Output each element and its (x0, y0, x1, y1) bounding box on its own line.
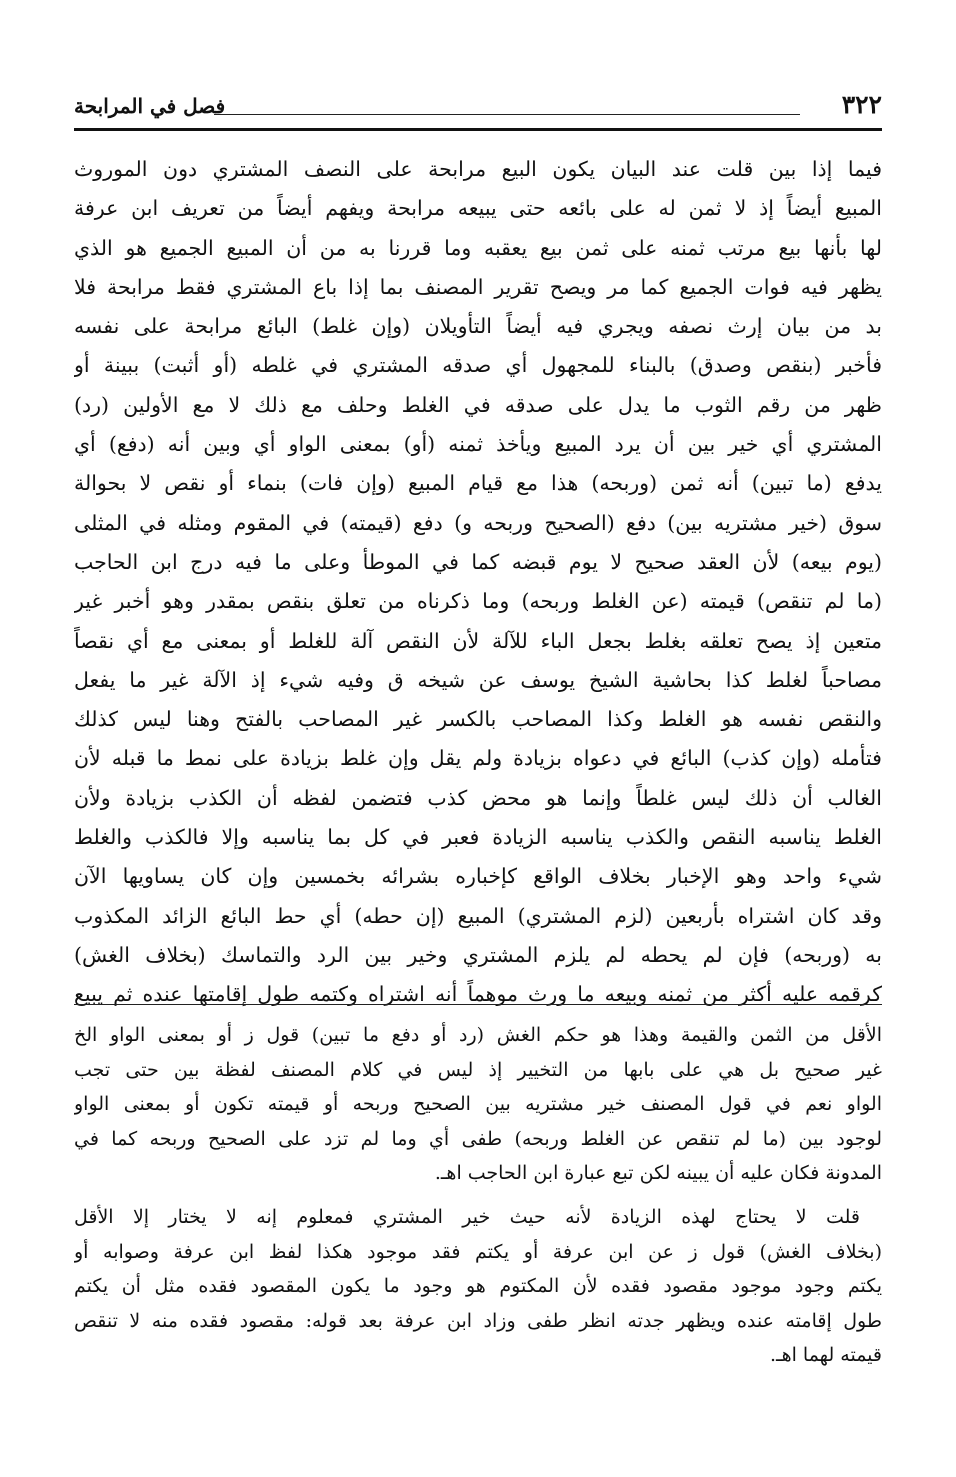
text-line: شيء واحد وهو الإخبار بخلاف الواقع كإخباره بشرائه بخمسين وإن كان يساويها الآن (74, 864, 882, 889)
text-line: وقد كان اشتراه بأربعين (لزم المشتري) المبيع (إن حطه) أي حط البائع الزائد المكذوب (74, 903, 882, 928)
text-line: لها بأنها بيع مرتب ثمنه على ثمن بيع يعقبه وما قررنا به من أن المبيع الجميع هو الذي (74, 235, 882, 260)
text-line: المبيع أيضاً إذ لا ثمن له على بائعه حتى يبيعه مرابحة ويفهم أيضاً من تعريف ابن عرفة (74, 196, 882, 221)
header-rule-thin (214, 114, 800, 115)
text-line: سوق (خير مشتريه بين) دفع (الصحيح وربحه و) دفع (قيمته) في المقوم ومثله في المثلى (74, 510, 882, 535)
text-line: الغالب أن ذلك ليس غلطاً وإنما هو محض كذب فتضمن لفظه أن الكذب بزيادة ولأن (74, 785, 882, 810)
text-line: فتأمله (وإن كذب) البائع في دعواه بزيادة ولم يقل وإن غلط بزيادة على نمط ما قبله لأن (74, 746, 882, 771)
text-line: ظهر من رقم الثوب ما يدل على صدقه في الغلط وحلف مع ذلك لا مع الأولين (رد) (74, 392, 882, 417)
footnote-line: يكتم وجود موجود مقصود فقده لأن المكتوم هو وجود ما يكون المقصود فقده مثل أن يكتم (74, 1275, 882, 1298)
text-line: مصاحباً لغلط كذا بحاشية الشيخ يوسف عن شيخه ق وفيه شيء إذ الآلة غير ما يفعل (74, 667, 882, 692)
text-line: كرقمه عليه أكثر من ثمنه وبيعه ما ورث موهماً أنه اشتراه وكتمه طول إقامتها عنده ثم يبيع (74, 982, 882, 1007)
footnote-paragraph (74, 1018, 882, 1191)
footnote-line: قلت لا يحتاج لهذه الزيادة لأنه حيث خير المشتري فمعلوم إنه لا يختار إلا الأقل (74, 1205, 860, 1228)
page-number: ٣٢٢ (841, 90, 882, 119)
footnote-line: الأقل من الثمن والقيمة وهذا هو حكم الغش (رد أو دفع ما تبين) قول ز أو بمعنى الواو الخ (74, 1024, 882, 1046)
footnote-paragraph (74, 1200, 882, 1373)
footnote-line: قيمته لهما اهـ. (769, 1344, 882, 1367)
page-header (74, 90, 882, 130)
footnote-line: (بخلاف الغش) قول ز عن ابن عرفة أو يكتم فقد موجود هكذا لفظ ابن عرفة وصوابه أو (74, 1240, 882, 1263)
text-line: يظهر فيه فوات الجميع كما مر ويصح تقرير المصنف بما إذا باع المشتري فقط مرابحة فلا (74, 274, 882, 299)
text-line: (يوم بيعه) لأن العقد صحيح لا يوم قبضه كما في الموطأ وعلى ما فيه درج ابن الحاجب (74, 549, 882, 574)
text-line: والنقص نفسه هو الغلط وكذا المصاحب بالكسر غير المصاحب بالفتح وهنا ليس كذلك (74, 707, 882, 732)
footnotes (74, 1018, 882, 1373)
text-line: المشتري أي خير بين أن يرد المبيع ويأخذ ثمنه (أو) بمعنى الواو أي وبين أنه (دفع) أي (74, 432, 882, 457)
header-rule-thick (74, 128, 882, 131)
footnote-line: غير صحيح بل هي على بابها من التخيير إذ ليس في كلام المصنف لفظة بين حتى تجب (74, 1058, 882, 1081)
text-line: متعين إذ يصح تعلقه بغلط بجعل الباء للآلة لأن النقص آلة للغلط أو بمعنى مع أي نقصاً (74, 628, 882, 653)
main-text (74, 150, 882, 1015)
text-line: (ما لم تنقص) قيمته (عن الغلط وربحه) وما ذكرناه من تعلق بنقص بمقدر وهو أخبر غير (74, 589, 882, 614)
text-line: الغلط يناسبه النقص والكذب يناسبه الزيادة فعبر في كل بما يناسبه وإلا فالكذب والغلط (74, 825, 882, 850)
text-line: فأخبر (بنقص وصدق) بالبناء للمجهول أي صدقه المشتري في غلطه (أو أثبت) ببينة أو (74, 353, 882, 378)
text-line: بد من بيان إرث نصفه ويجري فيه أيضاً التأويلان (وإن غلط) البائع مرابحة على نفسه (74, 314, 882, 339)
footnote-separator (74, 1004, 882, 1005)
text-line: يدفع (ما تبين) أنه ثمن (وربحه) هذا مع قيام المبيع (وإن فات) بنماء أو نقص لا بحوالة (74, 471, 882, 496)
running-title: فصل في المرابحة (74, 94, 226, 118)
footnote-line: طول إقامته عنده ويظهر جدته انظر طفى وزاد ابن عرفة بعد قوله: مقصود فقده منه لا تنقص (74, 1309, 882, 1332)
text-line: فيما إذا بين قلت عند البيان يكون البيع مرابحة على النصف المشتري دون الموروث (74, 157, 882, 181)
footnote-line: لوجود بين (ما لم تنقص عن الغلط وربحه) طفى أي وما لم تزد على الصحيح وربحه كما في (74, 1127, 882, 1150)
text-line: به (وربحه) فإن لم يحطه لم يلزم المشتري وخير بين الرد والتماسك (بخلاف الغش) (74, 942, 882, 967)
footnote-line: الواو نعم في قول المصنف خير مشتريه بين الصحيح وربحه أو قيمته تكون أو بمعنى الواو (74, 1093, 882, 1116)
footnote-line: المدونة فكان عليه أن يبينه لكن تبع عبارة ابن الحاجب اهـ. (434, 1162, 882, 1185)
